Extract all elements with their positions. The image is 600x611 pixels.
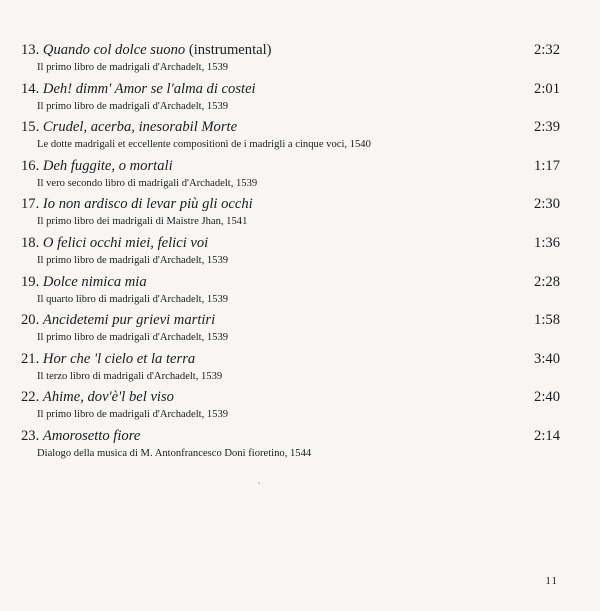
track-number: 15. [21, 119, 40, 136]
track-source: Il vero secondo libro di madrigali d'Archadelt, 1539 [37, 177, 258, 189]
track-title-line [21, 158, 173, 175]
track-duration: 2:14 [534, 427, 560, 444]
track-number: 23. [21, 427, 40, 444]
track-number: 21. [21, 350, 40, 367]
track-source: Il quarto libro di madrigali d'Archadelt, 1539 [37, 293, 229, 305]
track-source: Il primo libro dei madrigali di Maistre Jhan, 1541 [37, 216, 248, 228]
track-source: Il primo libro de madrigali d'Archadelt, 1539 [37, 409, 229, 421]
track-number: 16. [21, 157, 40, 174]
track-title: Dolce nimica mia [42, 273, 147, 290]
track-title-line [21, 312, 215, 329]
track-title: Amorosetto fiore [42, 427, 141, 444]
track-duration: 2:28 [534, 273, 560, 290]
track-duration: 1:58 [534, 312, 560, 329]
track-duration: 2:39 [534, 119, 560, 136]
track-duration: 2:40 [534, 389, 560, 406]
track-title: Io non ardisco di levar più gli occhi [42, 196, 253, 213]
track-title: Deh! dimm' Amor se l'alma di costei [42, 80, 256, 97]
track-13 [0, 42, 600, 81]
track-title: O felici occhi miei, felici voi [42, 234, 209, 251]
track-21 [0, 351, 600, 390]
track-source: Dialogo della musica di M. Antonfrancesco Doni fioretino, 1544 [37, 447, 312, 459]
track-22 [0, 389, 600, 428]
track-title-line [21, 42, 272, 59]
track-title-line [21, 196, 253, 213]
track-source: Il terzo libro di madrigali d'Archadelt, 1539 [37, 370, 223, 382]
track-number: 18. [21, 234, 40, 251]
track-title: Crudel, acerba, inesorabil Morte [42, 119, 238, 136]
track-number: 17. [21, 196, 40, 213]
track-title-line [21, 428, 140, 445]
track-title: Deh fuggite, o mortali [42, 157, 173, 174]
track-title: Hor che 'l cielo et la terra [42, 350, 196, 367]
track-source: Il primo libro de madrigali d'Archadelt, 1539 [37, 254, 229, 266]
track-title-line [21, 351, 195, 368]
track-number: 14. [21, 80, 40, 97]
track-title-line [21, 235, 208, 252]
track-title-line [21, 389, 174, 406]
track-title-suffix: (instrumental) [185, 42, 272, 58]
track-number: 13. [21, 42, 40, 58]
track-duration: 3:40 [534, 350, 560, 367]
track-duration: 2:01 [534, 80, 560, 97]
track-duration: 1:17 [534, 157, 560, 174]
track-title-line [21, 81, 256, 98]
track-number: 20. [21, 312, 40, 329]
track-source: Il primo libro de madrigali d'Archadelt, 1539 [37, 332, 229, 344]
track-source: Il primo libro de madrigali d'Archadelt, 1539 [37, 100, 229, 112]
track-title: Quando col dolce suono [42, 42, 186, 58]
track-duration: 1:36 [534, 234, 560, 251]
track-14 [0, 81, 600, 120]
page-number: 11 [545, 575, 558, 587]
track-duration: 2:32 [534, 42, 560, 58]
track-number: 22. [21, 389, 40, 406]
track-20 [0, 312, 600, 351]
track-17 [0, 196, 600, 235]
track-15 [0, 119, 600, 158]
track-duration: 2:30 [534, 196, 560, 213]
track-title-line [21, 274, 147, 291]
track-18 [0, 235, 600, 274]
paper-speck [258, 482, 260, 484]
track-title-line [21, 119, 237, 136]
track-23 [0, 428, 600, 467]
track-source: Le dotte madrigali et eccellente compositioni de i madrigli a cinque voci, 1540 [37, 139, 371, 151]
track-number: 19. [21, 273, 40, 290]
track-19 [0, 274, 600, 313]
track-title: Ancidetemi pur grievi martiri [42, 312, 216, 329]
track-16 [0, 158, 600, 197]
track-title: Ahime, dov'è'l bel viso [42, 389, 174, 406]
track-list [0, 42, 600, 467]
track-source: Il primo libro de madrigali d'Archadelt, 1539 [37, 62, 229, 73]
